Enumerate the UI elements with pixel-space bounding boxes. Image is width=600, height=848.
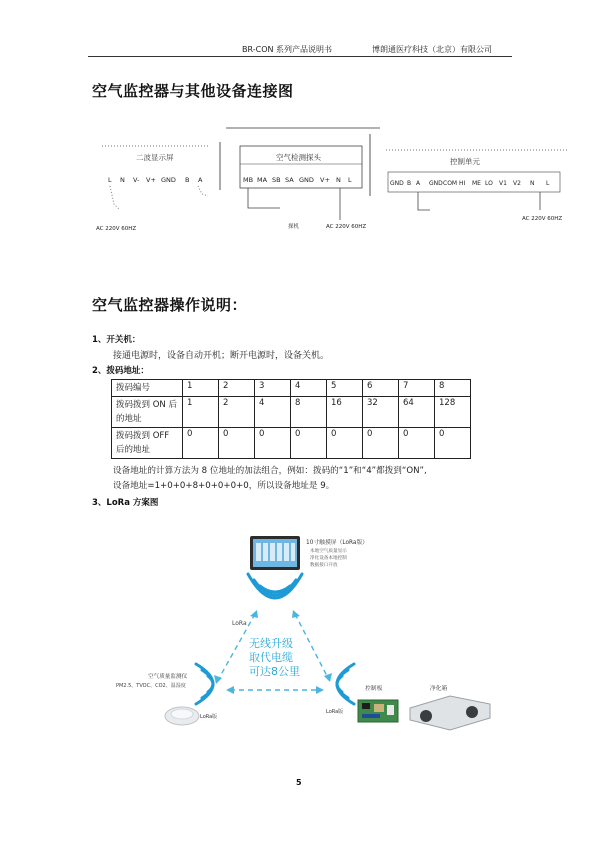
screen-desc-3: 数据接口开放 [310,563,338,568]
lora-heading: 3、LoRa 方案图 [92,498,159,508]
dip-cell: 64 [399,397,435,428]
header-rule [88,56,512,57]
label-ac-right: AC 220V 60HZ [522,216,563,222]
lora-link-label: LoRa [232,620,247,627]
control-tag: LoRa版 [326,709,344,715]
center-text-1: 无线升级 [249,637,293,650]
wifi-icon [196,664,213,704]
terminal-label: L [348,176,352,184]
section-title-wiring: 空气监控器与其他设备连接图 [92,82,294,100]
terminal-label: MB [243,176,254,184]
table-row [112,397,471,428]
purifier-label: 净化箱 [430,686,448,692]
terminal-label: SB [272,176,281,184]
terminal-label: SA [285,176,294,184]
dip-cell: 0 [291,428,327,459]
air-monitor-device [165,707,199,725]
terminal-label: B [185,176,190,184]
dip-row-label: 拨码拨到 ON 后的地址 [112,397,183,428]
center-text-2: 取代电缆 [249,651,293,664]
terminal-label: N [120,176,125,184]
screen-desc-2: 净化设备本地控制 [310,556,347,561]
dip-cell: 0 [327,428,363,459]
monitor-desc: PM2.5、TVOC、CO2、温湿度 [116,683,186,689]
terminal-label: A [198,176,203,184]
dip-cell: 0 [183,428,219,459]
dip-cell: 0 [219,428,255,459]
terminal-label: V2 [513,180,521,187]
dip-cell: 2 [219,380,255,397]
purifier-device [410,696,490,730]
terminal-label: V+ [320,176,330,184]
terminal-label: B [407,180,412,187]
control-label: 控制板 [365,686,383,692]
label-ac-mid: AC 220V 60HZ [326,224,367,230]
dip-cell: 3 [255,380,291,397]
dip-cell: 8 [291,397,327,428]
terminal-label: GND [390,180,404,187]
dip-cell: 7 [399,380,435,397]
header-right: 博朗通医疗科技（北京）有限公司 [372,45,492,54]
power-text: 接通电源时，设备自动开机；断开电源时，设备关机。 [113,351,330,361]
header-left: BR-CON 系列产品说明书 [242,45,333,54]
left-box-title: 二波显示屏 [136,153,174,162]
monitor-tag: LoRa版 [200,714,218,720]
mid-box-title: 空气检测探头 [276,153,321,162]
table-row [112,428,471,459]
dip-cell: 0 [399,428,435,459]
terminal-label: LO [485,180,493,187]
lora-diagram [110,530,530,740]
touchscreen-device [250,536,300,570]
page-number: 5 [296,778,302,787]
dip-note-2: 设备地址=1+0+0+8+0+0+0+0，所以设备地址是 9。 [113,481,335,491]
terminal-label: MA [257,176,268,184]
terminal-label: A [416,180,421,187]
terminal-label: L [546,180,550,187]
dip-cell: 0 [255,428,291,459]
control-board-device [358,700,398,722]
dip-row-label: 拨码拨到 OFF 后的地址 [112,428,183,459]
wiring-diagram [90,124,570,236]
left-box-terminals [108,176,203,184]
dip-heading: 2、拨码地址： [92,366,149,376]
dip-cell: 1 [183,397,219,428]
terminal-label: GND [161,176,176,184]
dip-cell: 128 [435,397,471,428]
section-title-operation: 空气监控器操作说明： [92,296,248,314]
monitor-label: 空气质量监测仪 [148,674,188,680]
terminal-label: L [108,176,112,184]
dip-cell: 2 [219,397,255,428]
terminal-label: V1 [499,180,507,187]
label-ac-left: AC 220V 60HZ [96,226,137,232]
dip-cell: 0 [435,428,471,459]
dip-cell: 4 [255,397,291,428]
center-text-3: 可达8公里 [249,665,300,678]
power-heading: 1、开关机： [92,335,141,345]
mid-box-terminals [243,176,352,184]
terminal-label: N [336,176,341,184]
screen-desc-1: 本地空气质量显示 [310,549,347,554]
dip-note-1: 设备地址的计算方法为 8 位地址的加法组合，例如：拨码的“1”和“4”都拨到“ON”, [113,466,427,476]
label-mid-small: 探机 [288,224,300,230]
terminal-label: V- [133,176,140,184]
wifi-icon [337,664,354,704]
wifi-icon [248,574,302,598]
terminal-label: HI [459,180,466,187]
dip-cell: 8 [435,380,471,397]
dip-table [111,379,471,459]
terminal-label: N [530,180,535,187]
right-box-title: 控制单元 [450,157,480,166]
dip-row-label: 拨码编号 [112,380,183,397]
terminal-label: ME [472,180,481,187]
dip-cell: 6 [363,380,399,397]
dip-cell: 16 [327,397,363,428]
dip-cell: 4 [291,380,327,397]
dip-cell: 32 [363,397,399,428]
right-box-terminals [390,180,550,187]
terminal-label: GND [299,176,314,184]
terminal-label: COM [443,180,458,187]
terminal-label: V+ [146,176,156,184]
table-row [112,380,471,397]
dip-cell: 0 [363,428,399,459]
dip-cell: 5 [327,380,363,397]
dip-cell: 1 [183,380,219,397]
screen-title: 10寸触摸屏（LoRa版） [306,540,369,546]
terminal-label: GND [429,180,443,187]
